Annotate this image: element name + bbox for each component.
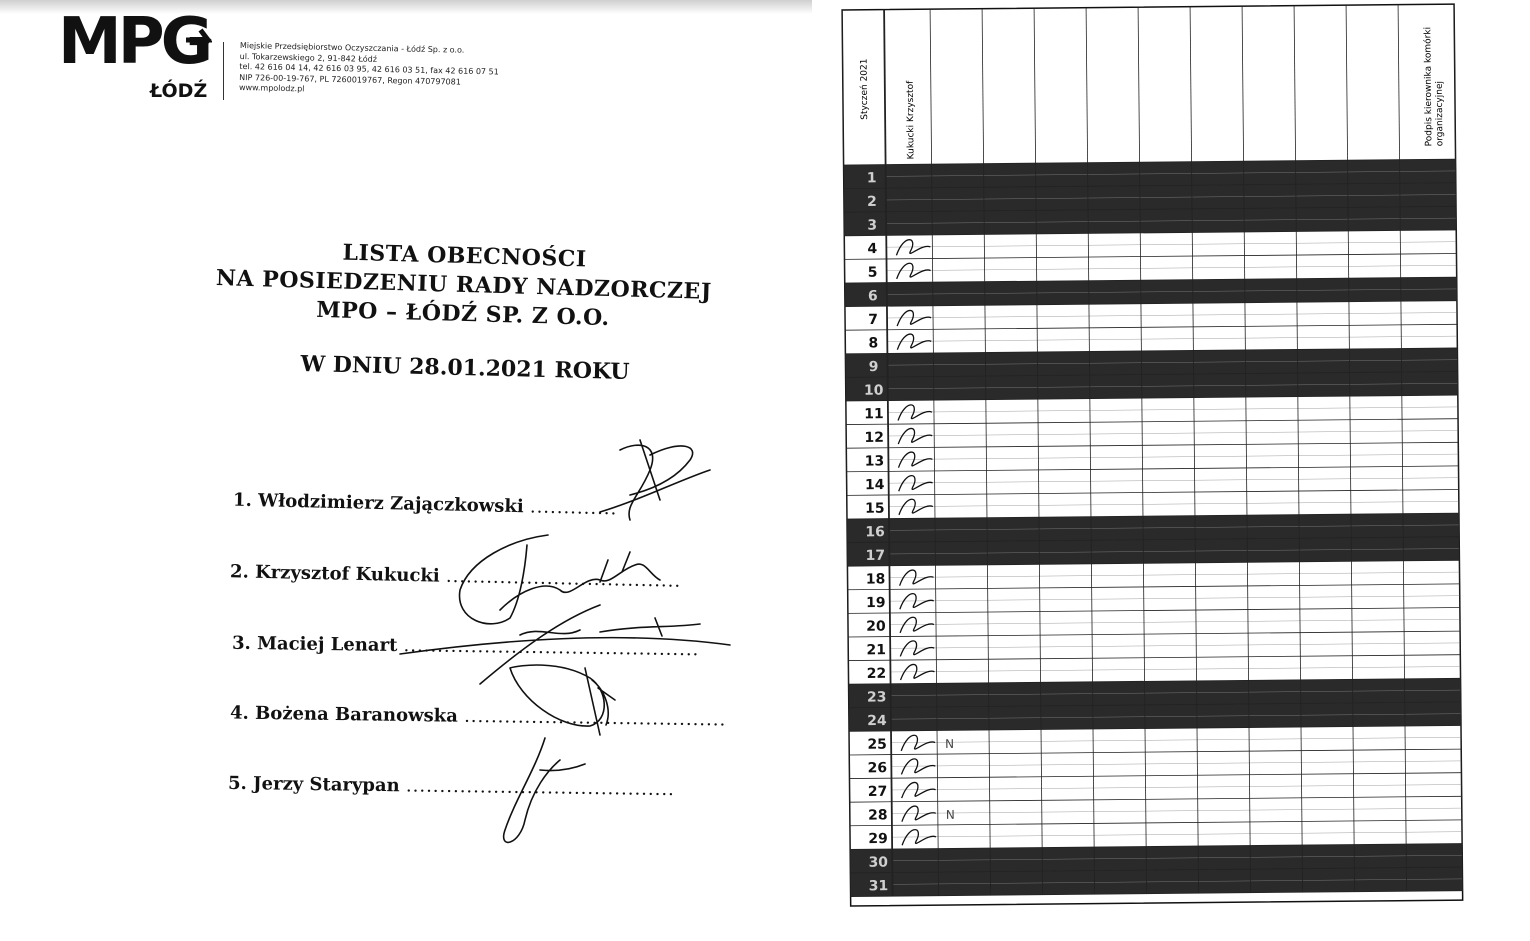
signature-line: ........................................ (405, 775, 675, 801)
month-header: Styczeń 2021 (859, 58, 871, 120)
company-line: ul. Tokarzewskiego 2, 91-842 Łódź (239, 51, 378, 64)
day-number: 22 (866, 665, 887, 682)
day-number: 3 (867, 217, 878, 234)
signature-line: ....................................... (463, 705, 727, 731)
day-number: 29 (868, 830, 888, 848)
signature-5 (504, 738, 585, 842)
day-number: 17 (865, 547, 886, 564)
day-number: 11 (864, 406, 884, 423)
attendance-grid (836, 0, 1530, 941)
member-name: 3. Maciej Lenart (231, 632, 398, 657)
day-number: 24 (867, 713, 887, 730)
day-number: 2 (866, 193, 877, 210)
person-header: Kukucki Krzysztof (905, 80, 917, 160)
day-number: 30 (868, 854, 889, 871)
member-name: 5. Jerzy Starypan (227, 772, 400, 797)
attendance-grid-page (836, 0, 1530, 941)
day-number: 27 (867, 783, 888, 800)
signature-3 (400, 605, 730, 684)
day-number: 9 (868, 359, 879, 376)
day-number: 31 (868, 878, 889, 895)
signature-2 (460, 535, 660, 624)
day-number: 12 (864, 429, 885, 447)
day-number: 14 (864, 477, 885, 494)
title-line: NA POSIEDZENIU RADY NADZORCZEJ (215, 265, 713, 305)
absence-mark: N (945, 736, 955, 752)
meeting-date: W DNIU 28.01.2021 ROKU (300, 350, 630, 386)
title-line: MPO – ŁÓDŹ SP. Z O.O. (315, 296, 610, 332)
day-number: 20 (866, 618, 886, 635)
company-line: www.mpolodz.pl (238, 83, 305, 94)
signature-header: Podpis kierownika komórki (1423, 26, 1435, 147)
signature-4 (510, 665, 615, 735)
company-line: NIP 726-00-19-767, PL 7260019767, Regon 470797081 (239, 72, 461, 87)
signature-line: ................................... (445, 565, 682, 592)
day-number: 26 (867, 760, 888, 777)
day-number: 4 (867, 241, 878, 258)
day-number: 28 (868, 807, 888, 824)
day-number: 1 (866, 170, 877, 187)
member-name: 4. Bożena Baranowska (229, 702, 459, 727)
company-line: Miejskie Przedsiębiorstwo Oczyszczania - Łódź Sp. z o.o. (239, 41, 465, 55)
day-number: 6 (867, 288, 878, 305)
day-number: 25 (867, 736, 887, 753)
member-name: 2. Krzysztof Kukucki (229, 561, 440, 587)
title-line: LISTA OBECNOŚCI (342, 239, 587, 273)
day-number: 7 (868, 311, 879, 328)
day-number: 8 (868, 335, 879, 352)
member-name: 1. Włodzimierz Zajączkowski (232, 489, 524, 518)
day-number: 10 (863, 382, 884, 399)
day-number: 5 (867, 264, 878, 281)
absence-mark: N (945, 807, 955, 822)
company-line: tel. 42 616 04 14, 42 616 03 95, 42 616 03 51, fax 42 616 07 51 (239, 62, 499, 77)
day-number: 23 (866, 689, 887, 706)
signature-line: ............. (529, 496, 618, 520)
day-number: 16 (865, 524, 885, 541)
day-number: 19 (865, 595, 886, 612)
day-number: 13 (864, 453, 885, 470)
company-logo: MPG (58, 5, 210, 79)
day-number: 18 (865, 571, 886, 588)
day-number: 21 (866, 642, 887, 659)
signature-line: ............................................ (403, 635, 700, 661)
signature-1 (600, 440, 710, 520)
signature-header-2: organizacyjnej (1434, 80, 1446, 147)
day-number: 15 (865, 500, 885, 517)
logo-city: ŁÓDŹ (150, 80, 208, 102)
